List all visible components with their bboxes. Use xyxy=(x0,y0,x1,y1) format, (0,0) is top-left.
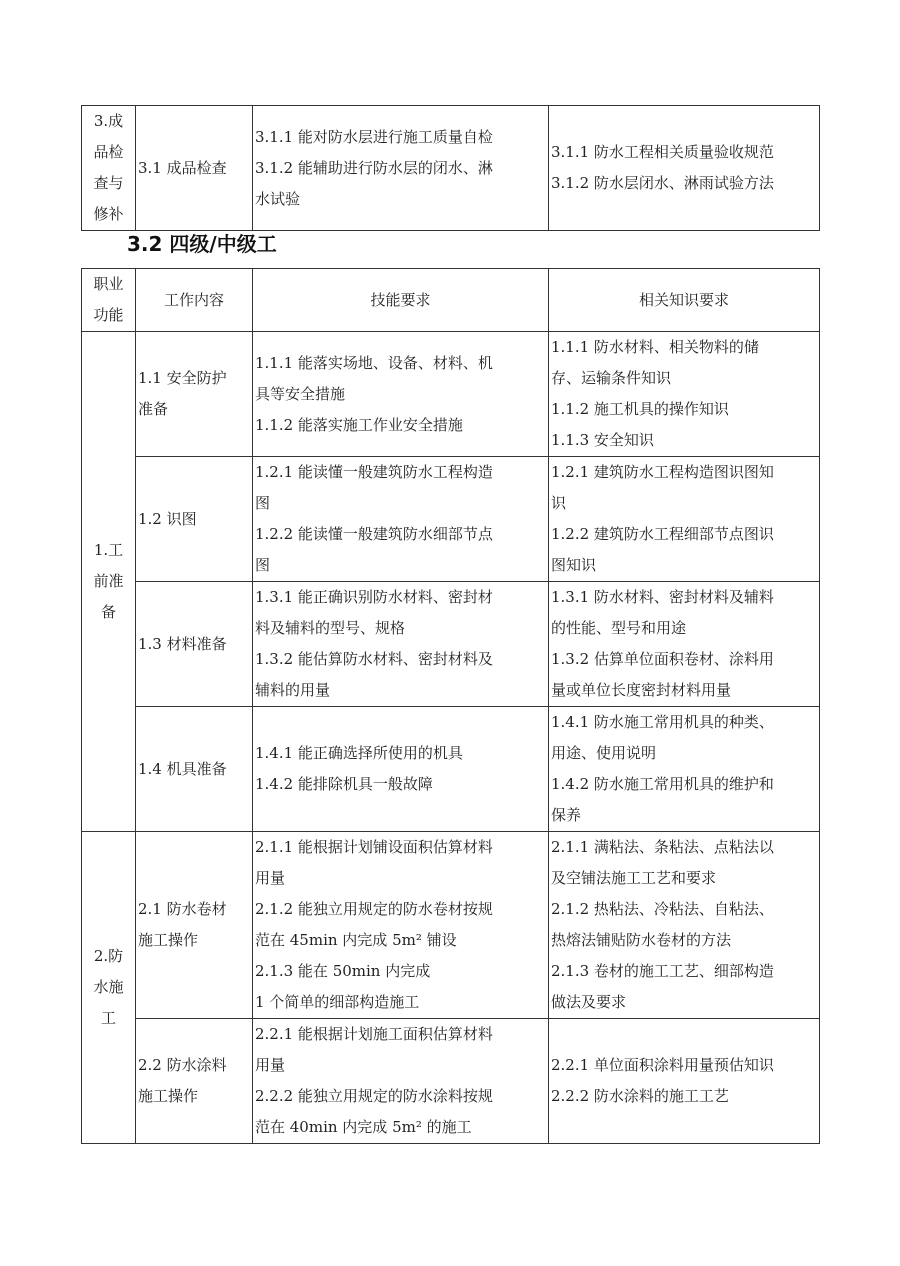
skills-cell: 1.3.1 能正确识别防水材料、密封材 料及辅料的型号、规格 1.3.2 能估算防水材料、密封材料及 辅料的用量 xyxy=(253,582,549,707)
content-cell: 2.1 防水卷材 施工操作 xyxy=(136,832,253,1019)
skills-cell: 2.1.1 能根据计划铺设面积估算材料 用量 2.1.2 能独立用规定的防水卷材按规 范在 45min 内完成 5m² 铺设 2.1.3 能在 50min 内完成 1 个简单的细部构造施工 xyxy=(253,832,549,1019)
table-continued xyxy=(81,105,820,231)
header-function: 职业 功能 xyxy=(82,269,136,332)
skills-cell: 1.4.1 能正确选择所使用的机具 1.4.2 能排除机具一般故障 xyxy=(253,707,549,832)
header-content: 工作内容 xyxy=(136,269,253,332)
skills-cell: 2.2.1 能根据计划施工面积估算材料 用量 2.2.2 能独立用规定的防水涂料按规 范在 40min 内完成 5m² 的施工 xyxy=(253,1019,549,1144)
header-knowledge: 相关知识要求 xyxy=(549,269,820,332)
skills-cell: 1.2.1 能读懂一般建筑防水工程构造 图 1.2.2 能读懂一般建筑防水细部节点 图 xyxy=(253,457,549,582)
knowledge-cell: 1.3.1 防水材料、密封材料及辅料 的性能、型号和用途 1.3.2 估算单位面积卷材、涂料用 量或单位长度密封材料用量 xyxy=(549,582,820,707)
table-row xyxy=(82,832,820,1019)
knowledge-cell: 2.1.1 满粘法、条粘法、点粘法以 及空铺法施工工艺和要求 2.1.2 热粘法、冷粘法、自粘法、 热熔法铺贴防水卷材的方法 2.1.3 卷材的施工工艺、细部构造 做法及要求 xyxy=(549,832,820,1019)
content-cell: 3.1 成品检查 xyxy=(136,106,253,231)
section-heading: 3.2 四级/中级工 xyxy=(127,232,277,256)
knowledge-cell: 1.2.1 建筑防水工程构造图识图知 识 1.2.2 建筑防水工程细部节点图识 图知识 xyxy=(549,457,820,582)
skills-cell: 1.1.1 能落实场地、设备、材料、机 具等安全措施 1.1.2 能落实施工作业安全措施 xyxy=(253,332,549,457)
content-cell: 2.2 防水涂料 施工操作 xyxy=(136,1019,253,1144)
header-skills: 技能要求 xyxy=(253,269,549,332)
knowledge-cell: 1.1.1 防水材料、相关物料的储 存、运输条件知识 1.1.2 施工机具的操作知识 1.1.3 安全知识 xyxy=(549,332,820,457)
table-row xyxy=(82,332,820,457)
knowledge-cell: 1.4.1 防水施工常用机具的种类、 用途、使用说明 1.4.2 防水施工常用机具的维护和 保养 xyxy=(549,707,820,832)
knowledge-cell: 3.1.1 防水工程相关质量验收规范 3.1.2 防水层闭水、淋雨试验方法 xyxy=(549,106,820,231)
knowledge-cell: 2.2.1 单位面积涂料用量预估知识 2.2.2 防水涂料的施工工艺 xyxy=(549,1019,820,1144)
table-main xyxy=(81,268,820,1144)
function-cell: 1.工 前准 备 xyxy=(82,332,136,832)
table-header-row xyxy=(82,269,820,332)
function-cell: 3.成 品检 查与 修补 xyxy=(82,106,136,231)
table-row xyxy=(82,582,820,707)
function-cell: 2.防 水施 工 xyxy=(82,832,136,1144)
content-cell: 1.2 识图 xyxy=(136,457,253,582)
table-row xyxy=(82,457,820,582)
table-row xyxy=(82,1019,820,1144)
content-cell: 1.4 机具准备 xyxy=(136,707,253,832)
content-cell: 1.1 安全防护 准备 xyxy=(136,332,253,457)
skills-cell: 3.1.1 能对防水层进行施工质量自检 3.1.2 能辅助进行防水层的闭水、淋 水试验 xyxy=(253,106,549,231)
table-row xyxy=(82,707,820,832)
table-row xyxy=(82,106,820,231)
content-cell: 1.3 材料准备 xyxy=(136,582,253,707)
